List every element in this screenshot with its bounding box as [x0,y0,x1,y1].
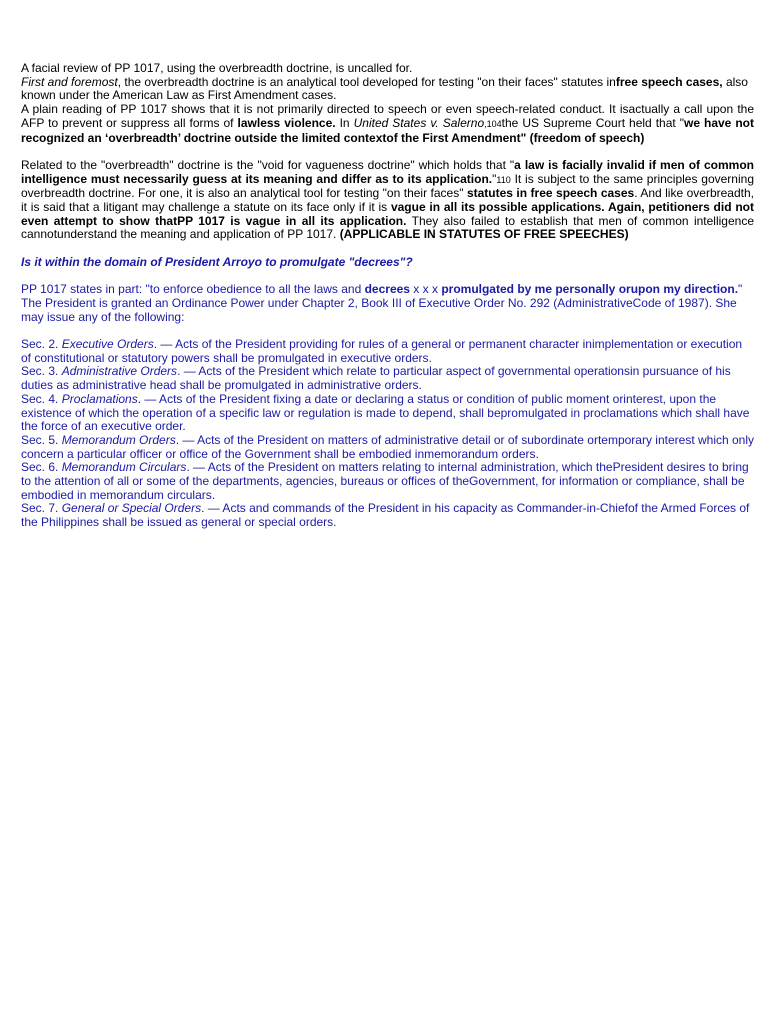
section-item [21,338,754,365]
section-title: Memorandum Circulars [61,460,187,475]
bold-text: statutes in free speech cases [466,186,635,201]
section-item [21,365,754,392]
paragraph-void-for-vagueness [21,159,754,242]
case-citation: United States v. Salerno [353,115,485,130]
section-heading: Is it within the domain of President Arroyo to promulgate "decrees"? [21,254,413,269]
section-text: . — Acts of the President on matters of administrative detail or of subordinate ortemporary interest which only concern a particular officer or office of the Government shall be embodied inmemorandum orders. [21,432,755,461]
section-number: Sec. 5. [21,432,62,447]
section-text: . — Acts of the President fixing a date or declaring a status or condition of public moment orinterest, upon the existence of which the operation of a specific law or regulation is made to depend, shall bepromulgated in proclamations which shall have the force of an executive order. [21,391,750,434]
section-item [21,461,754,502]
bold-text: we have not recognized an ‘overbreadth’ doctrine outside the limited contextof the First Amendment" (freedom of speech) [21,115,755,145]
paragraph-text: " [492,171,497,186]
paragraph-text: Related to the "overbreadth" doctrine is the "void for vagueness doctrine" which holds that " [21,157,515,172]
section-title: Administrative Orders [61,364,178,379]
bold-text: promulgated by me personally orupon my direction. [441,282,739,297]
section-text: . — Acts of the President providing for rules of a general or permanent character inimplementation or execution of constitutional or statutory powers shall be promulgated in executive orders. [21,337,743,365]
bold-text: vague in all its possible applications. Again, petitioners did not even attempt to show thatPP 1017 is vague in all its application. [21,200,754,228]
footnote-ref: 110 [496,174,511,185]
bold-text: free speech cases, [615,74,723,89]
section-title: General or Special Orders [61,501,202,516]
paragraph-text: also known under the American Law as First Amendment cases. [21,74,748,103]
paragraph-pp1017-quote [21,283,754,297]
paragraph-text: . And like overbreadth, it is said that a litigant may challenge a statute on its face only if it is [21,186,754,215]
section-item [21,502,754,529]
section-number: Sec. 2. [21,337,62,351]
paragraph-text: It is subject to the same principles governing overbreadth doctrine. For one, it is also an analytical tool for testing "on their faces" [21,171,754,201]
section-item [21,434,754,461]
paragraph-ordinance-power: The President is granted an Ordinance Power under Chapter 2, Book III of Executive Order No. 292 (AdministrativeCode of 1987). She may issue any of the following: [21,295,737,324]
paragraph-text: A plain reading of PP 1017 shows that it is not primarily directed to speech or even speech-related conduct. It isactually a call upon the AFP to prevent or suppress all forms of [21,102,754,130]
bold-text: lawless violence. [237,115,336,130]
paragraph-text: They also failed to establish that men of common intelligence cannotunderstand the meaning and application of PP 1017. [21,213,754,242]
section-title: Executive Orders [61,337,154,351]
paragraph-text: PP 1017 states in part: "to enforce obedience to all the laws and [21,282,365,297]
section-number: Sec. 4. [21,391,62,406]
paragraph-first-and-foremost [21,76,754,103]
section-text: . — Acts of the President on matters relating to internal administration, which thePresident desires to bring to the attention of all or some of the departments, agencies, bureaus or offices of theGovernment, for information or compliance, shall be embodied in memorandum circulars. [21,460,749,502]
section-text: . — Acts of the President which relate to particular aspect of governmental operationsin pursuance of his duties as administrative head shall be promulgated in administrative orders. [21,364,731,393]
paragraph-text: the US Supreme Court held that " [501,115,684,130]
document-body [21,62,754,530]
section-item [21,393,754,434]
footnote-ref: ,104 [484,118,502,129]
emphasis-text: First and foremost [21,74,118,89]
bold-text: (APPLICABLE IN STATUTES OF FREE SPEECHES) [339,227,629,242]
paragraph-text: In [335,115,354,130]
section-number: Sec. 3. [21,364,62,379]
section-title: Proclamations [61,391,138,406]
paragraph-plain-reading [21,103,754,145]
section-number: Sec. 7. [21,501,62,516]
paragraph-intro: A facial review of PP 1017, using the overbreadth doctrine, is uncalled for. [21,61,413,75]
paragraph-text: x x x [409,282,442,297]
paragraph-text: , the overbreadth doctrine is an analytical tool developed for testing "on their faces" statutes in [117,74,616,89]
bold-text: a law is facially invalid if men of common intelligence must necessarily guess at its meaning and differ as to its application. [21,157,755,186]
sections-list [21,338,754,530]
bold-text: decrees [364,282,410,297]
section-title: Memorandum Orders [61,432,176,447]
paragraph-text: " [738,282,743,297]
section-text: . — Acts and commands of the President in his capacity as Commander-in-Chiefof the Armed Forces of the Philippines shall be issued as general or special orders. [21,501,750,530]
section-number: Sec. 6. [21,460,62,475]
